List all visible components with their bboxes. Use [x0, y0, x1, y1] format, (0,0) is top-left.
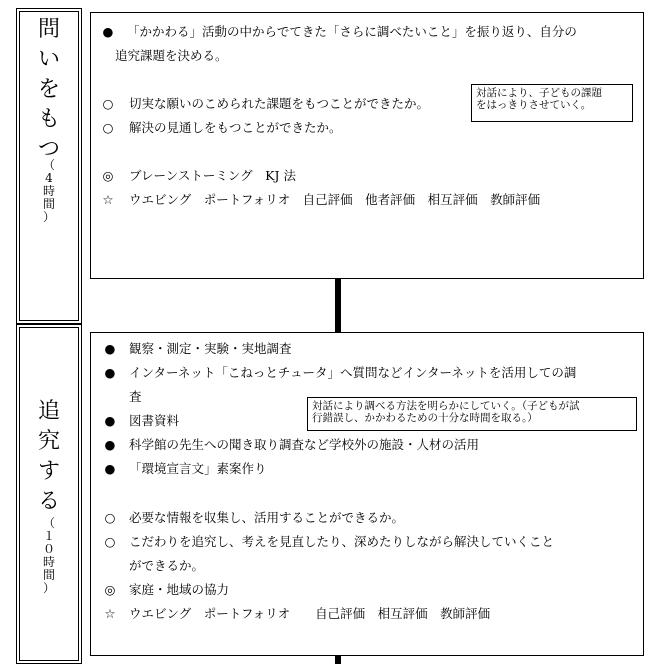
bullet-marker: ○	[104, 534, 116, 549]
content-line: 科学館の先生への聞き取り調査など学校外の施設・人材の活用	[129, 437, 480, 452]
section-content-box	[90, 332, 644, 656]
title-char: 究	[37, 429, 60, 454]
time-char: ）	[42, 581, 55, 595]
bullet-marker: ◎	[104, 582, 116, 597]
bullet-marker: ○	[102, 96, 114, 111]
title-char: も	[37, 107, 60, 132]
bullet-marker: ●	[104, 365, 116, 380]
time-char: 時	[42, 555, 55, 569]
note-line: をはっきりさせていく。	[476, 99, 592, 111]
section-content-box	[90, 12, 644, 279]
flow-connector-bottom	[335, 656, 341, 664]
bullet-marker: ●	[104, 413, 116, 428]
title-char: 問	[37, 17, 60, 42]
section-time-vertical	[17, 517, 81, 595]
content-line: 査	[129, 389, 142, 404]
bullet-marker: ●	[104, 437, 116, 452]
content-line: 家庭・地域の協力	[129, 582, 230, 597]
section-time-vertical	[17, 159, 81, 224]
content-line: 必要な情報を収集し、活用することができるか。	[129, 510, 405, 525]
section-title-vertical	[17, 397, 81, 517]
section-title-vertical	[17, 15, 81, 165]
time-char: 時	[42, 184, 55, 198]
content-line: ウエビング ポートフォリオ 自己評価 相互評価 教師評価	[129, 606, 491, 621]
bullet-marker: ◎	[102, 168, 114, 183]
bullet-marker: ●	[102, 24, 114, 39]
time-char: （	[42, 158, 55, 172]
bullet-marker: ○	[102, 120, 114, 135]
time-char: 4	[45, 171, 53, 185]
title-char: す	[37, 459, 60, 484]
content-line: ブレーンストーミング KJ 法	[129, 168, 296, 183]
content-line: 切実な願いのこめられた課題をもつことができたか。	[129, 96, 430, 111]
title-char: つ	[37, 137, 60, 162]
dialogue-note	[307, 397, 637, 431]
time-char: １	[42, 529, 55, 543]
bullet-marker: ●	[104, 461, 116, 476]
time-char: 間	[42, 197, 55, 211]
content-line: インターネット「こねっとチュータ」へ質問などインターネットを活用しての調	[129, 365, 577, 380]
section-label-toitowomotsu	[16, 8, 82, 324]
time-char: （	[42, 516, 55, 530]
content-line: 「かかわる」活動の中からでてきた「さらに調べたいこと」を振り返り、自分の	[127, 24, 577, 39]
content-line: 「環境宣言文」素案作り	[129, 461, 267, 476]
title-char: 追	[37, 399, 60, 424]
content-line: こだわりを追究し、考えを見直したり、深めたりしながら解決していくこと	[129, 534, 555, 549]
title-char: い	[37, 47, 60, 72]
note-line: 対話により、子どもの課題	[476, 87, 602, 99]
bullet-marker: ○	[104, 510, 116, 525]
bullet-marker: ☆	[102, 192, 114, 207]
flow-connector	[335, 279, 341, 332]
content-line: ができるか。	[129, 558, 205, 573]
note-line: 対話により調べる方法を明らかにしていく。（子どもが試	[312, 400, 580, 412]
title-char: を	[37, 77, 60, 102]
content-line: 図書資料	[129, 413, 180, 428]
dialogue-note	[471, 84, 633, 122]
content-line: 解決の見通しをもつことができたか。	[129, 120, 342, 135]
note-line: 行錯誤し、かかわるための十分な時間を取る。）	[312, 412, 538, 424]
bullet-marker: ●	[104, 341, 116, 356]
content-line: ウエビング ポートフォリオ 自己評価 他者評価 相互評価 教師評価	[129, 192, 541, 207]
time-char: ）	[42, 210, 55, 224]
bullet-marker: ☆	[104, 606, 116, 621]
time-char: ０	[42, 542, 55, 556]
title-char: る	[37, 489, 60, 514]
time-char: 間	[42, 568, 55, 582]
section-label-tsuikyuusuru	[16, 324, 82, 664]
content-line: 追究課題を決める。	[115, 48, 228, 63]
content-line: 観察・測定・実験・実地調査	[129, 341, 292, 356]
